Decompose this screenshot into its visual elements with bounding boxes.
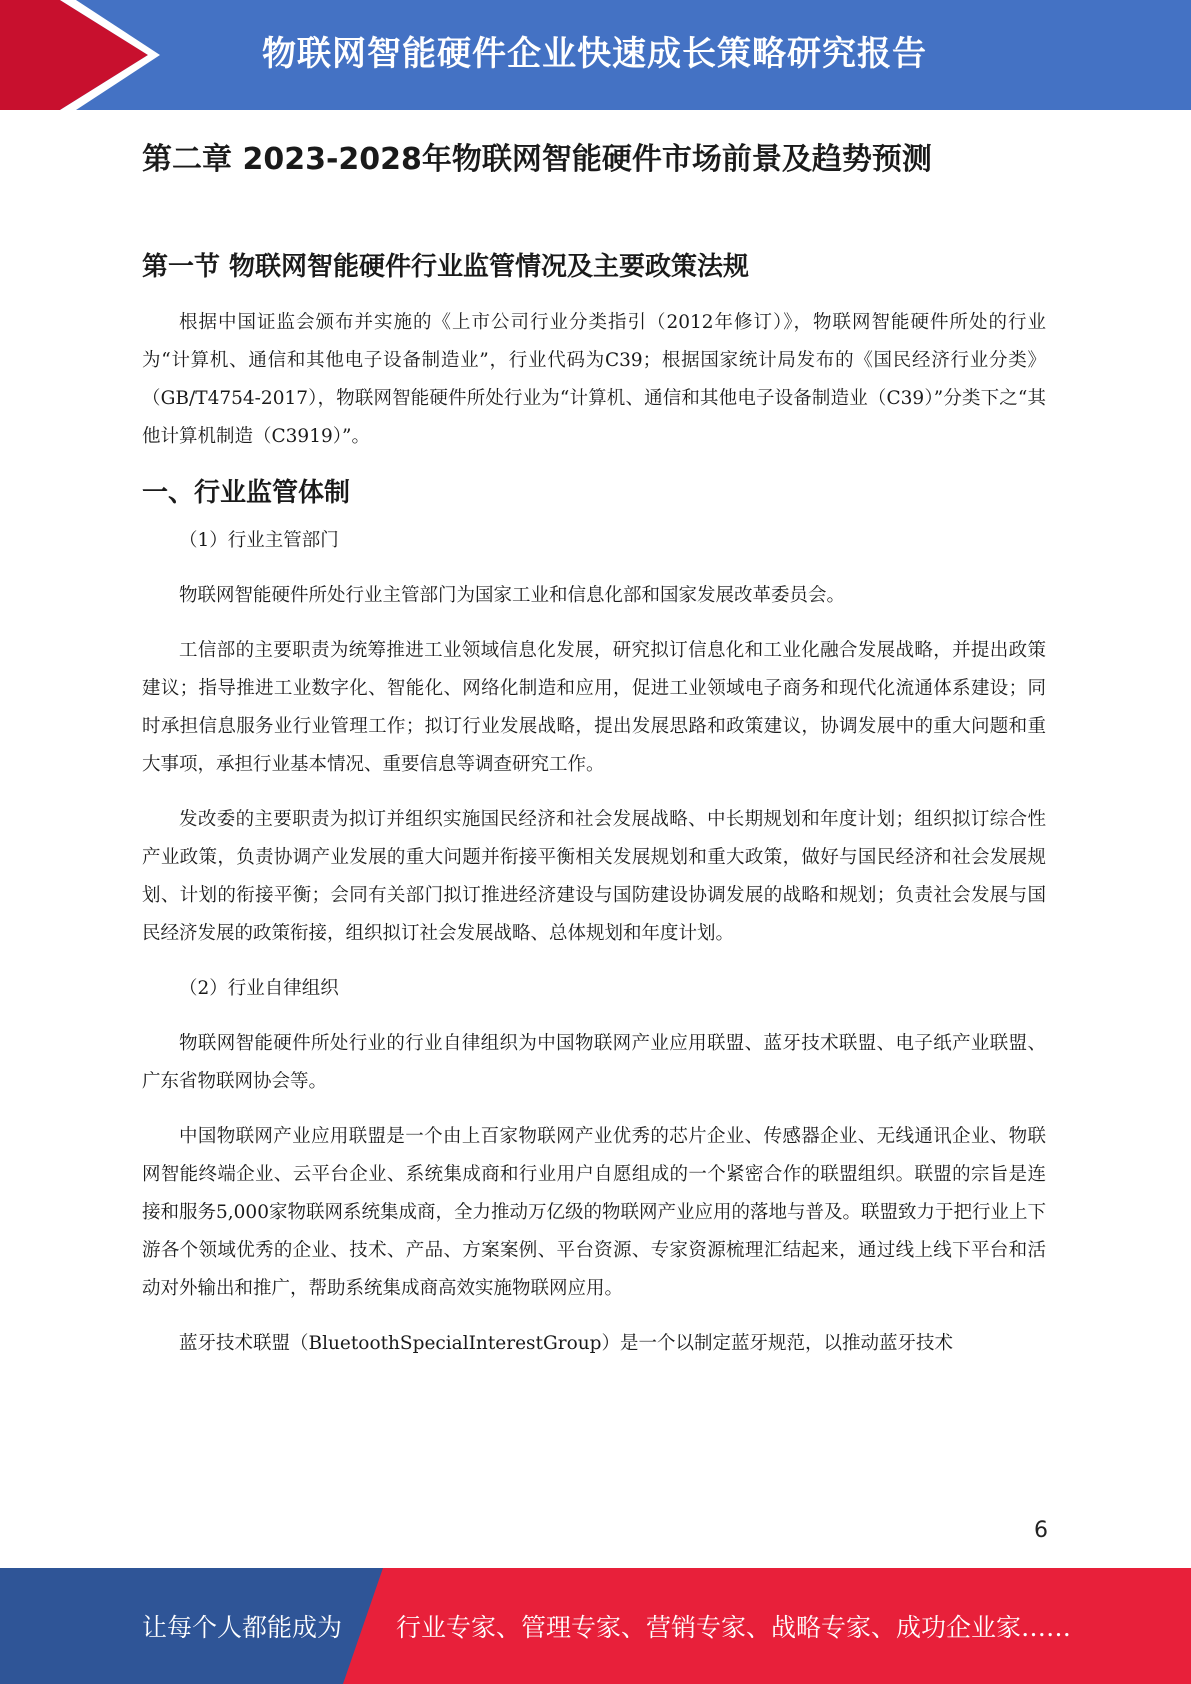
paragraph: 物联网智能硬件所处行业的行业自律组织为中国物联网产业应用联盟、蓝牙技术联盟、电子纸产业联盟、广东省物联网协会等。: [142, 1033, 1046, 1092]
chapter-title: 第二章 2023-2028年物联网智能硬件市场前景及趋势预测: [142, 142, 932, 177]
report-title: 物联网智能硬件企业快速成长策略研究报告: [262, 34, 927, 74]
paragraph: 工信部的主要职责为统筹推进工业领域信息化发展，研究拟订信息化和工业化融合发展战略，并提出政策建议；指导推进工业数字化、智能化、网络化制造和应用，促进工业领域电子商务和现代化流通体系建设；同时承担信息服务业行业管理工作；拟订行业发展战略，提出发展思路和政策建议，协调发展中的重大问题和重大事项，承担行业基本情况、重要信息等调查研究工作。: [142, 640, 1046, 775]
intro-paragraph: 根据中国证监会颁布并实施的《上市公司行业分类指引（2012年修订）》，物联网智能硬件所处的行业为“计算机、通信和其他电子设备制造业”，行业代码为C39；根据国家统计局发布的《国民经济行业分类》（GB/T4754-2017），物联网智能硬件所处行业为“计算机、通信和其他电子设备制造业（C39）”分类下之“其他计算机制造（C3919）”。: [142, 312, 1046, 447]
page-number: 6: [1034, 1518, 1048, 1543]
paragraph: 蓝牙技术联盟（BluetoothSpecialInterestGroup）是一个以制定蓝牙规范，以推动蓝牙技术: [179, 1333, 953, 1354]
subheading-regulatory-system: 一、行业监管体制: [142, 478, 351, 508]
paragraph: 物联网智能硬件所处行业主管部门为国家工业和信息化部和国家发展改革委员会。: [179, 585, 846, 606]
footer-slogan-right: 行业专家、管理专家、营销专家、战略专家、成功企业家……: [396, 1613, 1072, 1642]
paragraph: 中国物联网产业应用联盟是一个由上百家物联网产业优秀的芯片企业、传感器企业、无线通讯企业、物联网智能终端企业、云平台企业、系统集成商和行业用户自愿组成的一个紧密合作的联盟组织。联盟的宗旨是连接和服务5,000家物联网系统集成商，全力推动万亿级的物联网产业应用的落地与普及。联盟致力于把行业上下游各个领域优秀的企业、技术、产品、方案案例、平台资源、专家资源梳理汇结起来，通过线上线下平台和活动对外输出和推广，帮助系统集成商高效实施物联网应用。: [142, 1126, 1046, 1299]
paragraph: 发改委的主要职责为拟订并组织实施国民经济和社会发展战略、中长期规划和年度计划；组织拟订综合性产业政策，负责协调产业发展的重大问题并衔接平衡相关发展规划和重大政策，做好与国民经济和社会发展规划、计划的衔接平衡；会同有关部门拟订推进经济建设与国防建设协调发展的战略和规划；负责社会发展与国民经济发展的政策衔接，组织拟订社会发展战略、总体规划和年度计划。: [142, 809, 1046, 944]
footer-slogan-left: 让每个人都能成为: [142, 1613, 343, 1642]
item-label-self-regulation: （2）行业自律组织: [179, 978, 339, 999]
document-body: [142, 138, 1046, 1380]
item-label-authority: （1）行业主管部门: [179, 530, 339, 551]
page-footer-banner: [0, 1568, 1191, 1684]
section-title: 第一节 物联网智能硬件行业监管情况及主要政策法规: [142, 252, 750, 282]
page-header-banner: [0, 0, 1191, 110]
